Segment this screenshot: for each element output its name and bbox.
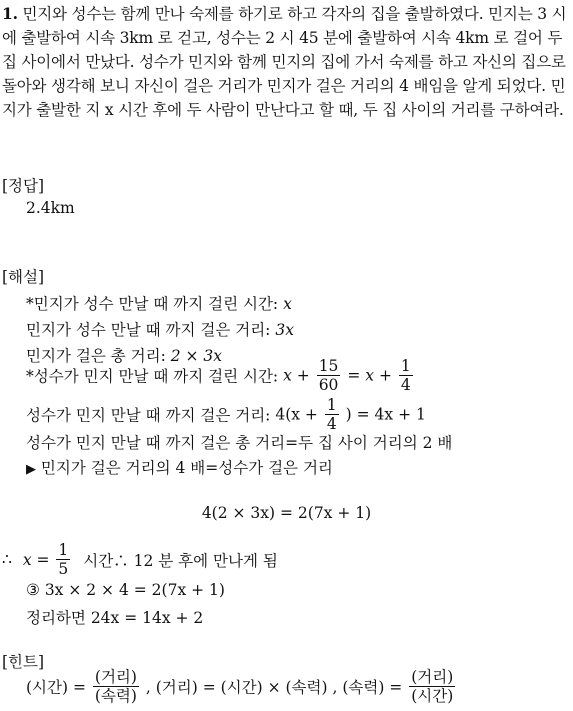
answer-label: [정답] — [2, 177, 45, 195]
triangle-marker-icon: ▶ — [26, 462, 36, 477]
solution-line-2: 민지가 성수 만날 때 까지 걸은 거리: 3x — [26, 321, 294, 339]
main-equation: 4(2 × 3x) = 2(7x + 1) — [201, 504, 372, 522]
problem-number: 1. — [2, 4, 18, 23]
solution-simplify: 정리하면 24x = 14x + 2 — [26, 609, 204, 627]
therefore-symbol: ∴ — [2, 550, 12, 569]
solution-label: [해설] — [2, 268, 45, 286]
solution-line-1: *민지가 성수 만날 때 까지 걸린 시간: x — [26, 295, 292, 313]
fraction-distance-speed: $\frac{\text{(거리)}}{\text{(속력)}}$ — [94, 668, 137, 705]
problem-statement — [2, 2, 570, 122]
answer-value: 2.4km — [26, 199, 75, 217]
solution-line-6: 성수가 민지 만날 때 까지 걸은 총 거리=두 집 사이 거리의 2 배 — [26, 434, 453, 452]
fraction-1-4: $\frac{1}{4}$ — [400, 357, 411, 394]
fraction-1-5: $\frac{1}{5}$ — [58, 541, 69, 578]
solution-line-5: 성수가 민지 만날 때 까지 걸은 거리: 4(x + $\frac{1}{4}$ ) = 4x + 1 — [26, 396, 426, 433]
hint-formula: (시간) = $\frac{\text{(거리)}}{\text{(속력)}}$ , (거리) = (시간) × (속력) , (속력) = $\frac{\text{(거리)}}{\text{(시간)}}$ — [26, 668, 454, 705]
conclusion-line: ∴ x = $\frac{1}{5}$ 시간∴ 12 분 후에 만나게 됨 — [2, 541, 278, 578]
hint-label: [힌트] — [2, 653, 45, 671]
solution-step-3: ③ 3x × 2 × 4 = 2(7x + 1) — [26, 581, 225, 599]
fraction-distance-time: $\frac{\text{(거리)}}{\text{(시간)}}$ — [411, 668, 454, 705]
solution-line-7: ▶ 민지가 걸은 거리의 4 배=성수가 걸은 거리 — [26, 459, 333, 477]
fraction-1-4b: $\frac{1}{4}$ — [326, 396, 337, 433]
fraction-15-60: $\frac{15}{60}$ — [318, 357, 339, 394]
problem-text: 민지와 성수는 함께 만나 숙제를 하기로 하고 각자의 집을 출발하였다. 민지는 3 시에 출발하여 시속 3km 로 걷고, 성수는 2 시 45 분에 출발하여 시속 4km 로 걸어 두 집 사이에서 만났다. 성수가 민지와 함께 민지의 집에 가서 숙제를 하고 자신의 집으로 돌아와 생각해 보니 자신이 걸은 거리가 민지가 걸은 거리의 4 배임을 알게 되었다. 민지가 출발한 지 x 시간 후에 두 사람이 만난다고 할 때, 두 집 사이의 거리를 구하여라. — [2, 5, 567, 119]
solution-line-3: 민지가 걸은 총 거리: 2 × 3x — [26, 347, 223, 365]
solution-line-4: *성수가 민지 만날 때 까지 걸린 시간: x + $\frac{15}{60}$ = x + $\frac{1}{4}$ — [26, 357, 411, 394]
